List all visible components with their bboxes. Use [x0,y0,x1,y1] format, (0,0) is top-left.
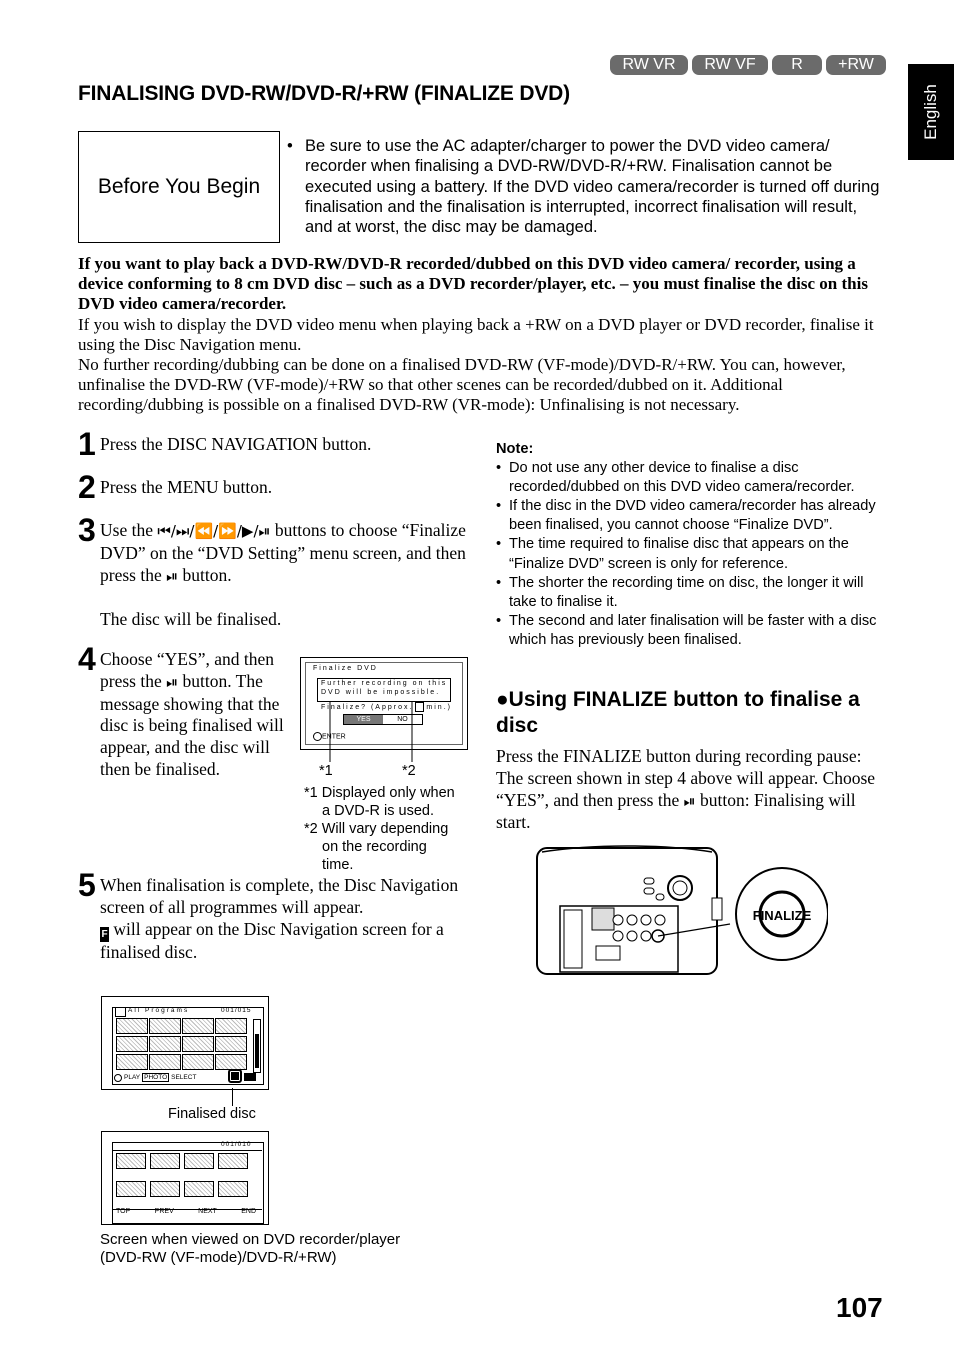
note-item: • The time required to finalise disc that appears on the “Finalize DVD” screen is only for reference. [496,535,888,573]
tab-plus-rw: +RW [826,55,886,75]
note-item: • The shorter the recording time on disc, the longer it will take to finalise it. [496,574,888,612]
thumbnail [215,1054,247,1070]
nav-photo-label: PHOTO [144,1074,168,1081]
thumbnail [215,1018,247,1034]
finalised-callout-line [232,1088,233,1106]
step-2-number: 2 [78,469,96,505]
play-circle-icon [114,1074,122,1082]
player-nav-bar [116,1208,256,1215]
callout-lines [300,700,470,770]
finalize-button-text: Press the FINALIZE button during recording pause: The screen shown in step 4 above will appear. Choose “YES”, and then press the ⏯ button: Finalising will start. [496,746,876,833]
thumbnail [149,1018,181,1034]
thumbnail [184,1181,214,1197]
callout-mark-1: *1 [319,763,333,779]
thumbnail [215,1036,247,1052]
finalize-button-label: FINALIZE [752,908,812,923]
play-pause-icon: ⏯ [166,566,179,585]
finalize-screen-line1: Further recording on this [321,680,448,687]
player-prev: PREV [154,1208,174,1215]
player-thumbnail-grid [116,1153,256,1209]
intro: If you want to play back a DVD-RW/DVD-R recorded/dubbed on this DVD video camera/ recorder, using a device conforming to 8 cm DVD disc – such as a DVD recorder/player, etc. – you must finalise the disc on this DVD video camera/recorder. If you wish to display the DVD video menu when playing back a +RW on a DVD player or DVD recorder, finalise it using the Disc Navigation menu. No further recording/dubbing can be done on a finalised DVD-RW (VF-mode)/DVD-R/+RW. You can, however, unfinalise the DVD-RW (VF-mode)/+RW so that other scenes can be recorded/dubbed on it. Additional recording/dubbing is possible on a finalised DVD-RW (VR-mode): Unfinalising is not necessary. [78,254,874,415]
disc-type-icon [244,1073,256,1081]
thumbnail [116,1181,146,1197]
step-5-text: When finalisation is complete, the Disc Navigation screen of all programmes will appear. F will appear on the Disc Navigation screen for a finalised disc. [100,875,459,962]
step-3-text: Use the ⏮/⏭/⏪/⏩/▶/⏯ buttons to choose “Finalize DVD” on the “DVD Setting” menu screen, and then press the ⏯ button. The disc will be finalised. [100,520,466,630]
note-item: • If the disc in the DVD video camera/recorder has already been finalised, you cannot choose “Finalize DVD”. [496,497,888,535]
tab-rw-vr: RW VR [610,55,688,75]
note-block: Note: • Do not use any other device to finalise a disc recorded/dubbed on this DVD video camera/recorder. • If the disc in the DVD video camera/recorder has already been finalised, you cannot choose “Finalize DVD”. • The time required to finalise disc that appears on the “Finalize DVD” screen is only for reference. • The shorter the recording time on disc, the longer it will take to finalise it. • The second and later finalisation will be faster with a disc which has previously been finalised. [496,440,888,650]
step-1-number: 1 [78,426,96,462]
thumbnail [150,1153,180,1169]
thumbnail [116,1054,148,1070]
finalize-screen-title: Finalize DVD [313,665,378,672]
step-1-text: Press the DISC NAVIGATION button. [100,434,372,454]
step-5-number: 5 [78,867,96,903]
note-item: • Do not use any other device to finalise a disc recorded/dubbed on this DVD video camera/recorder. [496,459,888,497]
play-pause-icon: ⏯ [166,672,179,691]
dvd-player-screen [101,1131,269,1225]
no-option: NO [397,716,408,723]
skip-back-skip-forward-rewind-ff-play-pause-icons: ⏮/⏭/⏪/⏩/▶/⏯ [157,522,271,540]
thumbnail [182,1054,214,1070]
thumbnail [149,1054,181,1070]
thumbnail [150,1181,180,1197]
yes-option: YES [344,715,383,724]
before-you-begin-text: • Be sure to use the AC adapter/charger to power the DVD video camera/ recorder when finalising a DVD-RW/DVD-R/+RW. Finalisation cannot be executed using a battery. If the DVD video camera/recorder is turned off during finalisation and the finalisation is interrupted, incorrect finalisation will result, and at worst, the disc may be damaged. [287,137,880,237]
finalize-screen-line3: Finalize? (Approx. min.) [321,703,452,711]
player-next: NEXT [198,1208,217,1215]
media-tabs [610,55,886,75]
thumbnail [182,1036,214,1052]
language-tab: English [908,64,954,160]
tab-rw-vf: RW VF [692,55,768,75]
player-top: TOP [116,1208,131,1215]
before-you-begin-box: Before You Begin [78,131,280,243]
play-pause-icon: ⏯ [683,791,696,810]
player-counter: 001/010 [221,1141,252,1148]
section-title: FINALISING DVD-RW/DVD-R/+RW (FINALIZE DVD) [78,82,570,105]
programs-icon [115,1007,126,1017]
finalised-disc-icon: F [101,928,108,940]
thumbnail [149,1036,181,1052]
thumbnail [116,1153,146,1169]
callout-mark-2: *2 [402,763,416,779]
note-item: • The second and later finalisation will be faster with a disc which has previously been finalised. [496,612,888,650]
camcorder-illustration [532,838,828,984]
nav-header: All Programs [128,1007,190,1014]
player-caption: Screen when viewed on DVD recorder/player (DVD-RW (VF-mode)/DVD-R/+RW) [100,1231,401,1266]
thumbnail [218,1153,248,1169]
nav-thumbnail-grid [116,1018,250,1070]
finalised-disc-icon [231,1072,239,1080]
thumbnail [184,1153,214,1169]
nav-footer [114,1073,196,1082]
finalised-disc-caption: Finalised disc [168,1106,256,1122]
page-number: 107 [836,1292,883,1323]
player-end: END [241,1208,256,1215]
enter-hint: ENTER [313,732,346,741]
nav-select-label: SELECT [171,1074,197,1081]
disc-navigation-screen [101,996,269,1090]
tab-r: R [772,55,822,75]
step-4-number: 4 [78,641,96,677]
thumbnail [218,1181,248,1197]
nav-play-label: PLAY [124,1074,141,1081]
thumbnail [182,1018,214,1034]
footnotes: *1 Displayed only when a DVD-R is used. *2 Will vary depending on the recording time. [304,785,455,873]
thumbnail [116,1036,148,1052]
step-2-text: Press the MENU button. [100,477,273,497]
thumbnail [116,1018,148,1034]
finalize-screen-line2: DVD will be impossible. [321,689,441,696]
step-3-number: 3 [78,512,96,548]
nav-counter: 001/015 [221,1007,252,1014]
finalize-button-heading: ●Using FINALIZE button to finalise a disc [496,688,860,737]
step-4-text: Choose “YES”, and then press the ⏯ button. The message showing that the disc is being finalised will appear, and the disc will then be finalised. [100,649,284,779]
nav-scrollbar [253,1019,261,1073]
